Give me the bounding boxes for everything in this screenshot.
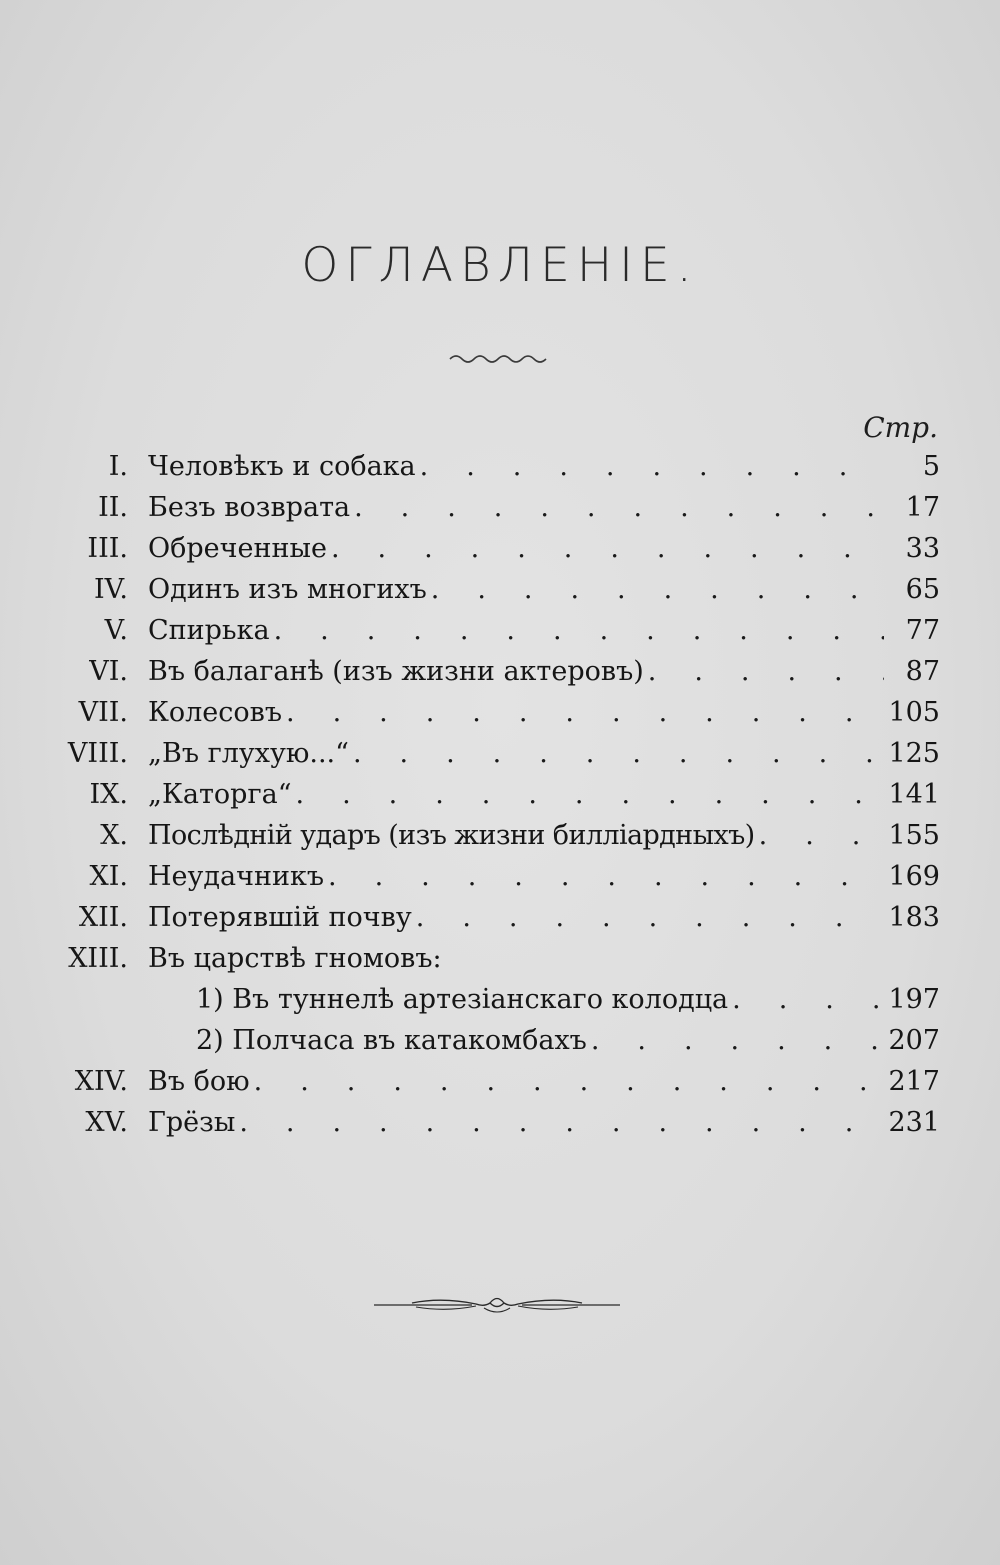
toc-entry xyxy=(0,897,1000,938)
chapter-number: VIII. xyxy=(67,738,128,769)
toc-entry xyxy=(0,569,1000,610)
chapter-number: VI. xyxy=(89,656,128,687)
chapter-title: Неудачникъ xyxy=(148,861,325,892)
dot-leader xyxy=(349,733,881,774)
page-number: 141 xyxy=(888,779,940,810)
dot-leader xyxy=(427,569,884,610)
toc-entry xyxy=(0,733,1000,774)
dot-leader xyxy=(416,446,884,487)
page-number: 125 xyxy=(888,738,940,769)
chapter-title: Обреченные xyxy=(148,533,327,564)
toc-entry xyxy=(0,856,1000,897)
chapter-title: Одинъ изъ многихъ xyxy=(148,574,427,605)
page-number: 65 xyxy=(905,574,940,605)
page-number: 207 xyxy=(888,1025,940,1056)
chapter-number: III. xyxy=(87,533,128,564)
page-number: 183 xyxy=(888,902,940,933)
toc-entry xyxy=(0,487,1000,528)
dot-leader xyxy=(728,979,880,1020)
page-number: 155 xyxy=(888,820,940,851)
dot-leader xyxy=(250,1061,881,1102)
toc-entry xyxy=(0,815,1000,856)
chapter-number: IV. xyxy=(93,574,128,605)
chapter-number: IX. xyxy=(89,779,128,810)
chapter-title: 2) Полчаса въ катакомбахъ xyxy=(196,1025,587,1056)
page-number: 169 xyxy=(888,861,940,892)
chapter-number: VII. xyxy=(78,697,128,728)
chapter-number: XII. xyxy=(78,902,128,933)
dot-leader xyxy=(324,856,880,897)
toc-entry xyxy=(0,610,1000,651)
dot-leader xyxy=(755,815,881,856)
chapter-title: Спирька xyxy=(148,615,270,646)
chapter-number: II. xyxy=(98,492,128,523)
chapter-title: 1) Въ туннелѣ артезіанскаго колодца xyxy=(196,984,729,1015)
page-number: 231 xyxy=(888,1107,940,1138)
dot-leader xyxy=(327,528,884,569)
toc-subentry xyxy=(0,1020,1000,1061)
page-number: 5 xyxy=(922,451,940,482)
chapter-title: Колесовъ xyxy=(148,697,283,728)
toc-entry xyxy=(0,446,1000,487)
chapter-number: XIII. xyxy=(68,943,128,974)
dot-leader xyxy=(235,1102,880,1143)
chapter-title: Человѣкъ и собака xyxy=(148,451,416,482)
page-number: 105 xyxy=(888,697,940,728)
toc-subentry xyxy=(0,979,1000,1020)
dot-leader xyxy=(587,1020,881,1061)
chapter-title: Потерявшій почву xyxy=(148,902,412,933)
chapter-title: Въ балаганѣ (изъ жизни актеровъ) xyxy=(148,656,644,687)
toc-entry xyxy=(0,692,1000,733)
toc-entry xyxy=(0,528,1000,569)
ornament-divider-icon xyxy=(372,1292,622,1318)
chapter-title: Въ бою xyxy=(148,1066,250,1097)
chapter-number: XV. xyxy=(85,1107,128,1138)
chapter-number: V. xyxy=(104,615,128,646)
chapter-title: „Въ глухую...“ xyxy=(148,738,349,769)
wave-divider-icon xyxy=(448,350,548,366)
chapter-number: I. xyxy=(108,451,128,482)
dot-leader xyxy=(292,774,881,815)
dot-leader xyxy=(350,487,884,528)
chapter-number: XI. xyxy=(89,861,128,892)
toc-entry xyxy=(0,651,1000,692)
toc-entry xyxy=(0,774,1000,815)
chapter-title: „Каторга“ xyxy=(148,779,292,810)
chapter-number: XIV. xyxy=(74,1066,128,1097)
page-number: 217 xyxy=(888,1066,940,1097)
chapter-title: Безъ возврата xyxy=(148,492,351,523)
toc-entry xyxy=(0,1061,1000,1102)
dot-leader xyxy=(644,651,884,692)
page-number: 77 xyxy=(905,615,940,646)
page-number: 87 xyxy=(905,656,940,687)
chapter-title: Послѣдній ударъ (изъ жизни билліардныхъ) xyxy=(148,820,755,851)
dot-leader xyxy=(282,692,880,733)
page-number: 17 xyxy=(905,492,940,523)
toc-entry xyxy=(0,1102,1000,1143)
chapter-title: Въ царствѣ гномовъ: xyxy=(148,943,442,974)
page-number: 197 xyxy=(888,984,940,1015)
page-column-label: Стр. xyxy=(863,411,938,444)
dot-leader xyxy=(270,610,884,651)
page-number: 33 xyxy=(905,533,940,564)
chapter-title: Грёзы xyxy=(148,1107,236,1138)
dot-leader xyxy=(412,897,881,938)
toc-entry xyxy=(0,938,1000,979)
page-title: ОГЛАВЛЕНІЕ. xyxy=(301,238,699,293)
chapter-number: X. xyxy=(100,820,128,851)
